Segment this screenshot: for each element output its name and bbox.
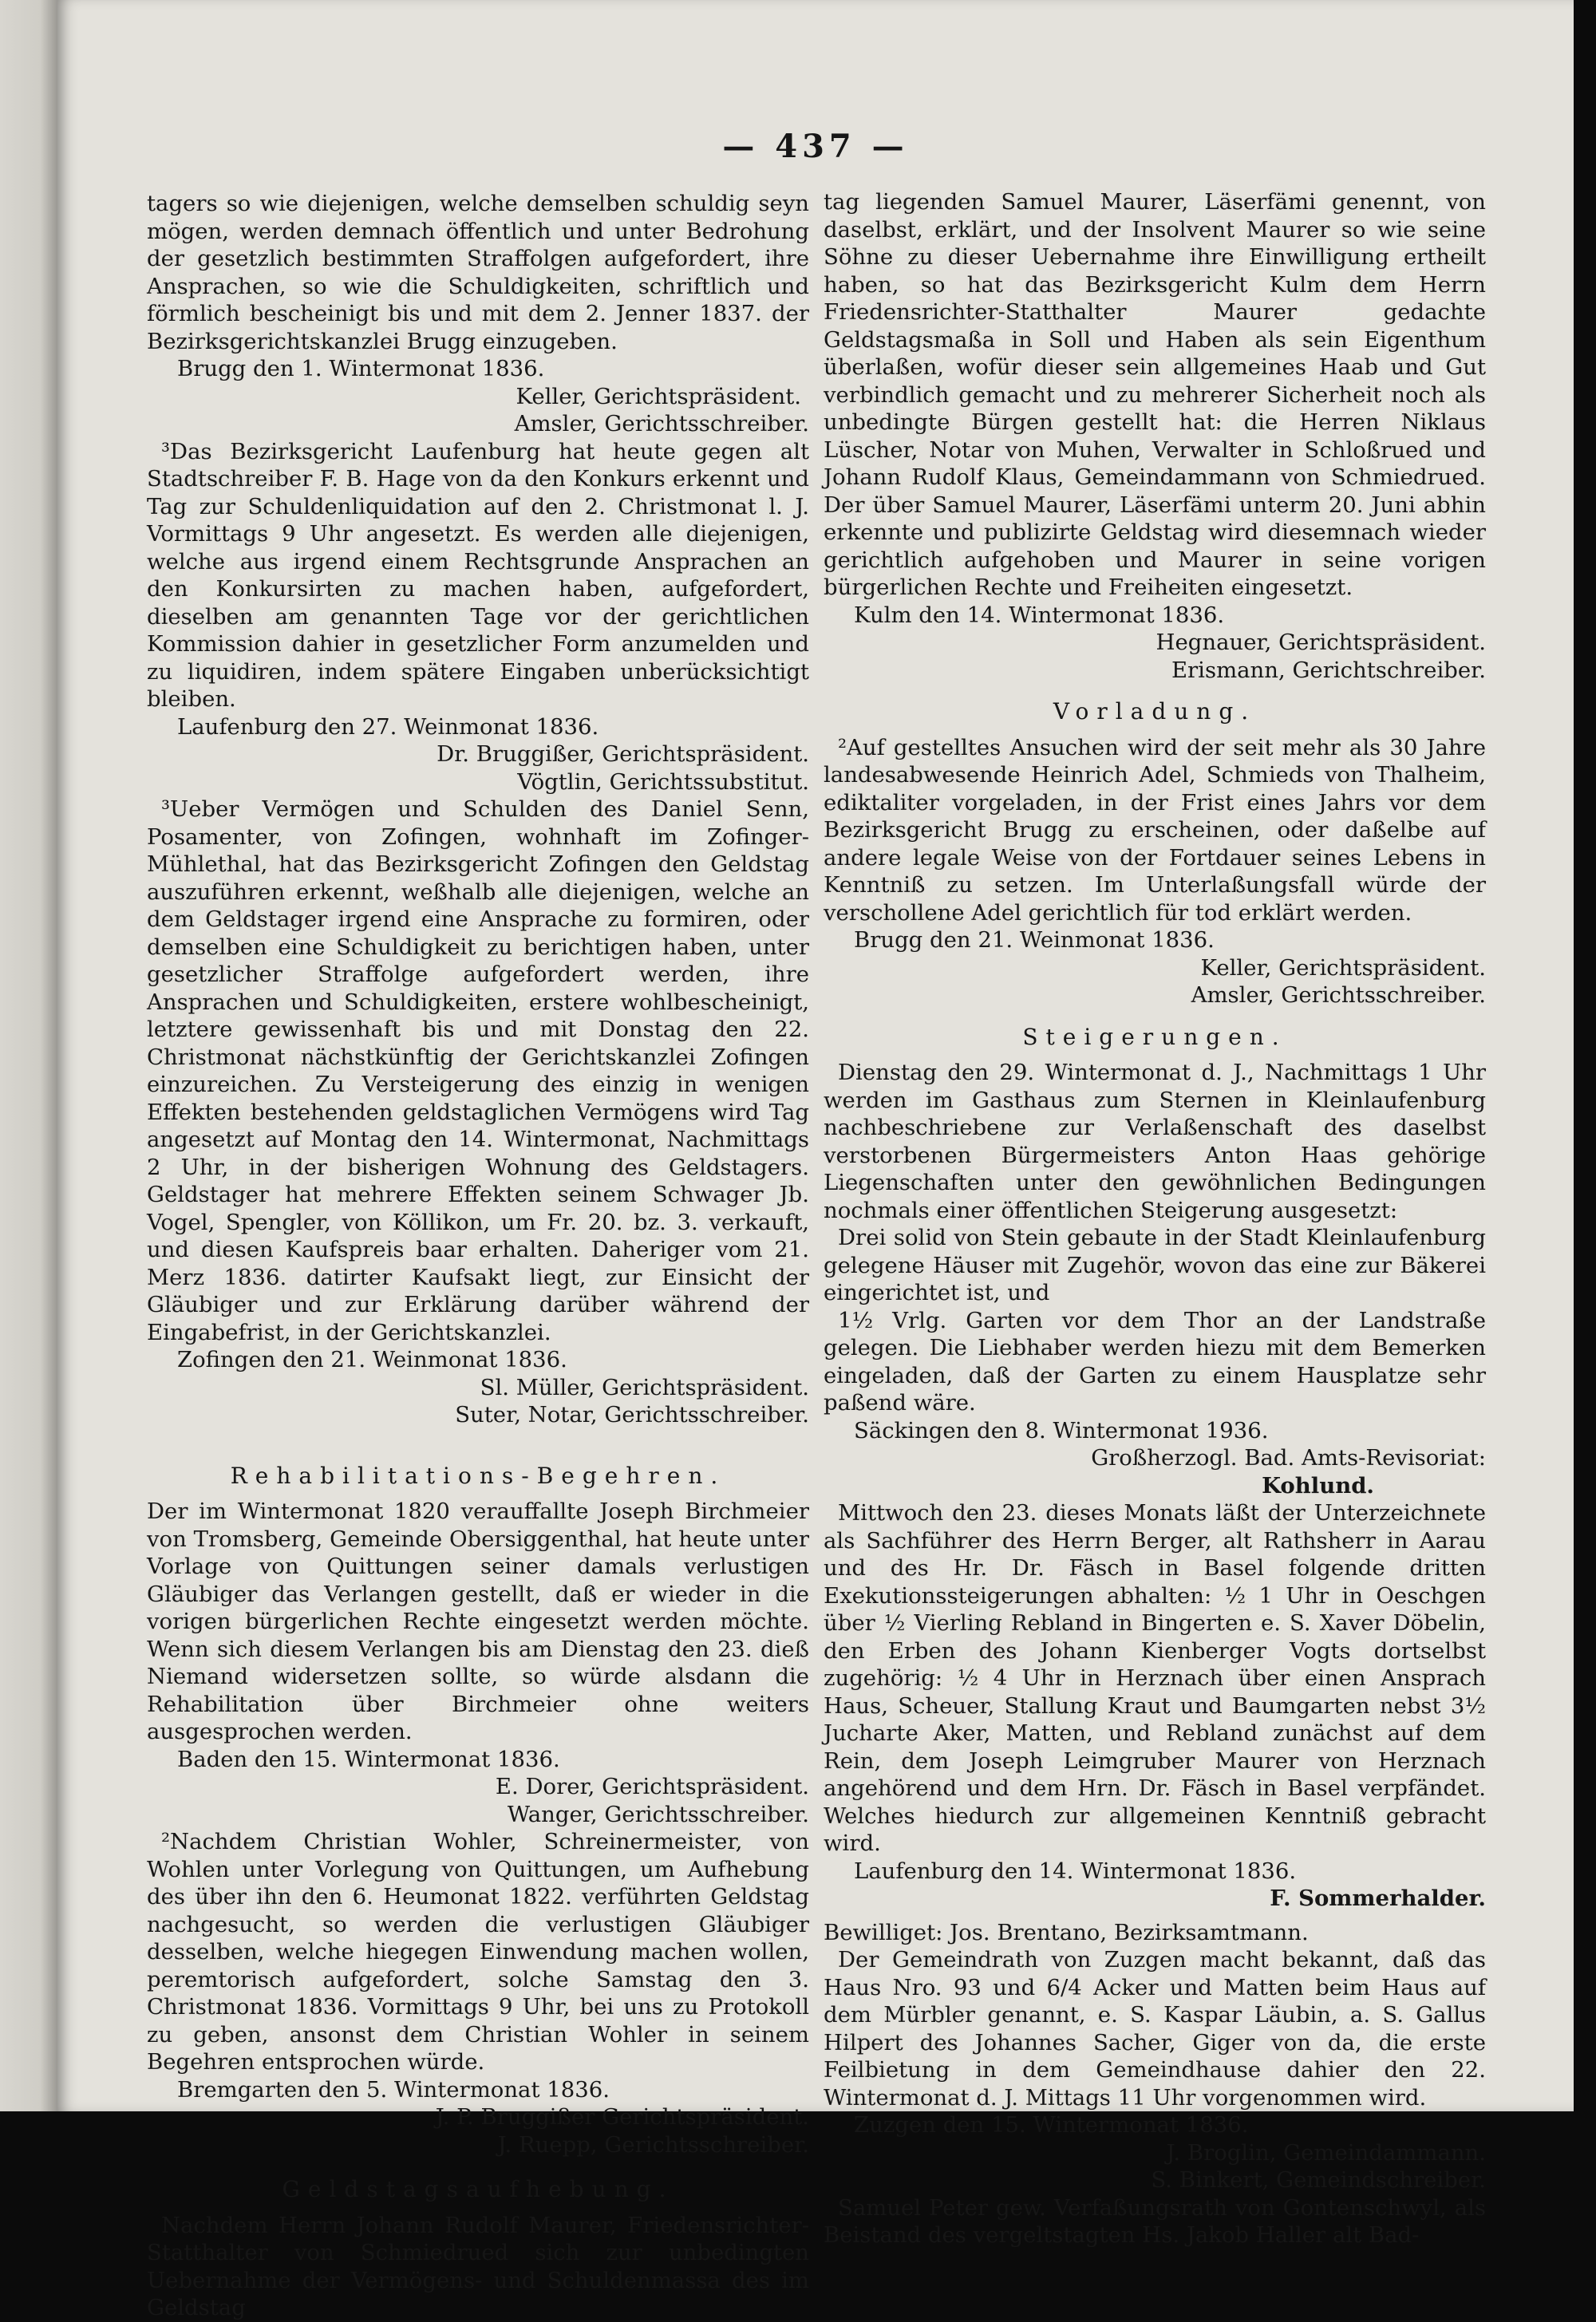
signature: Vögtlin, Gerichtssubstitut. [517, 768, 809, 795]
signature: Suter, Notar, Gerichtsschreiber. [455, 1402, 809, 1428]
place-date: Zofingen den 21. Weinmonat 1836. [177, 1347, 567, 1372]
approval-line: Bewilliget: Jos. Brentano, Bezirksamtmann. [824, 1919, 1309, 1945]
place-date: Laufenburg den 27. Weinmonat 1836. [177, 713, 599, 740]
signature: Erismann, Gerichtschreiber. [1171, 657, 1486, 683]
notice-text: tag liegenden Samuel Maurer, Läserfämi genennt, von daselbst, erklärt, und der Insolvent Maurer so wie seine Söhne zu dieser Uebernahme ihre Einwilligung ertheilt haben, so hat das Bezirksgericht Kulm dem Herrn Friedensrichter-Statthalter Maurer gedachte Geldstagsmaßa in Soll und Haben als sein Eigenthum überlaßen, wofür dieser sein allgemeines Haab und Gut verbindlich gemacht und zu mehrerer Sicherheit noch als unbedingte Bürgen gestellt hat: die Herren Niklaus Lüscher, Notar von Muhen, Verwalter in Schloßrued und Johann Rudolf Klaus, Gemeindammann von Schmiedrued. Der über Samuel Maurer, Läserfämi unterm 20. Juni abhin erkennte und publizirte Geldstag wird diesemnach wieder gerichtlich aufgehoben und Maurer in seine vorigen bürgerlichen Rechte und Freiheiten eingesetzt. [824, 189, 1486, 600]
section-heading: Rehabilitations-Begehren. [230, 1462, 726, 1489]
notice-text: ³Das Bezirksgericht Laufenburg hat heute gegen alt Stadtschreiber F. B. Hage von da den Konkurs erkennt und Tag zur Schuldenliquidation auf den 2. Christmonat l. J. Vormittags 9 Uhr angesetzt. Es werden alle diejenigen, welche aus irgend einem Rechtsgrunde Ansprachen an den Konkursirten zu machen haben, aufgefordert, dieselben am genannten Tage vor der gerichtlichen Kommission dahier in gesetzlicher Form anzumelden und zu liquidiren, indem spätere Eingaben unberücksichtigt bleiben. [147, 438, 809, 712]
signature: Wanger, Gerichtsschreiber. [507, 1801, 809, 1827]
newspaper-page [57, 0, 1574, 2320]
place-date: Bremgarten den 5. Wintermonat 1836. [177, 2076, 610, 2103]
page-number: — 437 — [722, 128, 909, 165]
signature: J. Ruepp, Gerichtsschreiber. [497, 2131, 809, 2158]
left-column [147, 190, 809, 2322]
notice-text: Dienstag den 29. Wintermonat d. J., Nachmittags 1 Uhr werden im Gasthaus zum Sternen in Kleinlaufenburg nachbeschriebene zur Verlaßenschaft des daselbst verstorbenen Bürgermeisters Anton Haas gehörige Liegenschaften unter den gewöhnlichen Bedingungen nochmals einer öffentlichen Steigerung ausgesetzt: [824, 1060, 1486, 1223]
scan-background-edge [1574, 0, 1596, 2111]
place-date: Laufenburg den 14. Wintermonat 1836. [854, 1858, 1297, 1884]
notice-text: tagers so wie diejenigen, welche demselben schuldig seyn mögen, werden demnach öffentlich und unter Bedrohung der gesetzlich bestimmten Straffolgen aufgefordert, ihre Ansprachen, so wie die Schuldigkeiten, schriftlich und förmlich bescheinigt bis und mit dem 2. Jenner 1837. der Bezirksgerichtskanzlei Brugg einzugeben. [147, 191, 809, 354]
list-item: 1½ Vrlg. Garten vor dem Thor an der Landstraße gelegen. Die Liebhaber werden hiezu mit dem Bemerken eingeladen, daß der Garten zu einem Hausplatze sehr paßend wäre. [824, 1307, 1486, 1416]
signature: Amsler, Gerichtsschreiber. [1191, 982, 1486, 1008]
signature: F. Sommerhalder. [1270, 1886, 1486, 1911]
list-item: Drei solid von Stein gebaute in der Stadt Kleinlaufenburg gelegene Häuser mit Zugehör, wovon das eine zur Bäkerei eingerichtet ist, und [824, 1225, 1486, 1305]
place-date: Säckingen den 8. Wintermonat 1936. [854, 1417, 1269, 1443]
notice-text: Samuel Peter gew. Verfaßungsrath von Gontenschwyl, als Beistand des vergeltstagten Hs. Jakob Haller alt Bad- [824, 2194, 1486, 2248]
section-gap [147, 1429, 809, 1451]
section-heading: Vorladung. [1053, 698, 1257, 725]
signature: S. Binkert, Gemeindschreiber. [1151, 2167, 1486, 2193]
signature: J. Broglin, Gemeindammann. [1166, 2139, 1486, 2166]
signature: Kohlund. [1262, 1472, 1374, 1499]
signature: E. Dorer, Gerichtspräsident. [495, 1774, 809, 1799]
place-date: Baden den 15. Wintermonat 1836. [177, 1746, 560, 1772]
notice-text: Der Gemeindrath von Zuzgen macht bekannt, daß das Haus Nro. 93 und 6/4 Acker und Matten beim Haus auf dem Mürbler genannt, e. S. Kaspar Läubin, a. S. Gallus Hilpert des Johannes Sacher, Giger von da, die erste Feilbietung in dem Gemeindhause dahier den 22. Wintermonat d. J. Mittags 11 Uhr vorgenommen wird. [824, 1947, 1486, 2111]
notice-text: Mittwoch den 23. dieses Monats läßt der Unterzeichnete als Sachführer des Herrn Berger, alt Rathsherr in Aarau und des Hr. Dr. Fäsch in Basel folgende dritten Exekutionssteigerungen abhalten: ½ 1 Uhr in Oeschgen über ½ Vierling Rebland in Bingerten e. S. Xaver Döbelin, den Erben des Johann Kienberger Vogts dortselbst zugehörig: ½ 4 Uhr in Herznach über einen Ansprach Haus, Scheuer, Stallung Kraut und Baumgarten nebst 3½ Jucharte Aker, Matten, und Rebland zunächst auf dem Rein, dem Joseph Leimgruber Maurer von Herznach angehörend und dem Hrn. Dr. Fäsch in Basel verpfändet. Welches hiedurch zur allgemeinen Kenntniß gebracht wird. [824, 1500, 1486, 1856]
signature: Großherzogl. Bad. Amts-Revisoriat: [1091, 1445, 1486, 1471]
right-column [824, 188, 1486, 2249]
signature: Hegnauer, Gerichtspräsident. [1156, 630, 1486, 655]
notice-text: ²Nachdem Christian Wohler, Schreinermeister, von Wohlen unter Vorlegung von Quittungen, um Aufhebung des über ihn den 6. Heumonat 1822. verführten Geldstag nachgesucht, so werden die verlustigen Gläubiger desselben, welche hiegegen Einwendung machen wollen, peremtorisch aufgefordert, solche Samstag den 3. Christmonat 1836. Vormittags 9 Uhr, bei uns zu Protokoll zu geben, ansonst dem Christian Wohler in seinem Begehren entsprochen würde. [147, 1829, 809, 2075]
signature: Amsler, Gerichtsschreiber. [514, 411, 809, 436]
notice-text: ³Ueber Vermögen und Schulden des Daniel Senn, Posamenter, von Zofingen, wohnhaft im Zofinger-Mühlethal, hat das Bezirksgericht Zofingen den Geldstag auszuführen erkennt, weßhalb alle diejenigen, welche an dem Geldstager irgend eine Ansprache zu formiren, oder demselben eine Schuldigkeit zu berichtigen haben, unter gesetzlicher Straffolge aufgefordert werden, ihre Ansprachen und Schuldigkeiten, erstere wohlbescheinigt, letztere gewissenhaft bis und mit Donstag den 22. Christmonat nächstkünftig der Gerichtskanzlei Zofingen einzureichen. Zu Versteigerung des einzig in wenigen Effekten bestehenden geldstaglichen Vermögens wird Tag angesetzt auf Montag den 14. Wintermonat, Nachmittags 2 Uhr, in der bisherigen Wohnung des Geldstagers. Geldstager hat mehrere Effekten seinem Schwager Jb. Vogel, Spengler, von Köllikon, um Fr. 20. bz. 3. verkauft, und diesen Kaufspreis baar erhalten. Daheriger vom 21. Merz 1836. datirter Kaufsakt liegt, zur Einsicht der Gläubiger und zur Erklärung darüber während der Eingabefrist, in der Gerichtskanzlei. [147, 796, 809, 1345]
notice-text: Der im Wintermonat 1820 verauffallte Joseph Birchmeier von Tromsberg, Gemeinde Obersiggenthal, hat heute unter Vorlage von Quittungen seiner damals verlustigen Gläubiger das Verlangen gestellt, daß er wieder in die vorigen bürgerlichen Rechte eingesetzt werden möchte. Wenn sich diesem Verlangen bis am Dienstag den 23. dieß Niemand widersetzen sollte, so würde alsdann die Rehabilitation über Birchmeier ohne weiters ausgesprochen werden. [147, 1499, 809, 1744]
signature: Keller, Gerichtspräsident. [516, 383, 801, 409]
signature: Keller, Gerichtspräsident. [1200, 954, 1486, 981]
place-date: Kulm den 14. Wintermonat 1836. [854, 602, 1225, 628]
signature: Sl. Müller, Gerichtspräsident. [480, 1374, 809, 1400]
signature: Dr. Bruggißer, Gerichtspräsident. [437, 741, 809, 767]
place-date: Brugg den 21. Weinmonat 1836. [854, 927, 1215, 953]
signature: J. P. Bruggißer Gerichtspräsident. [435, 2104, 809, 2130]
section-heading: Geldstagsaufhebung. [282, 2176, 674, 2202]
section-heading: Steigerungen. [1022, 1023, 1287, 1050]
notice-text: ²Auf gestelltes Ansuchen wird der seit mehr als 30 Jahre landesabwesende Heinrich Adel, Schmieds von Thalheim, ediktaliter vorgeladen, in der Frist eines Jahrs vor dem Bezirksgericht Brugg zu erscheinen, oder daßelbe auf andere legale Weise von der Fortdauer seines Lebens in Kenntniß zu setzen. Im Unterlaßungsfall würde der verschollene Adel gerichtlich für tod erklärt werden. [824, 734, 1486, 926]
place-date: Zuzgen den 15. Wintermonat 1836. [854, 2112, 1249, 2138]
notice-text: Nachdem Herrn Johann Rudolf Maurer, Friedensrichter-Statthalter von Schmiedrued sich zur unbedingten Uebernahme der Vermögens- und Schuldenmassa des im Geldstag [147, 2212, 809, 2320]
previous-page-edge [0, 0, 57, 2111]
place-date: Brugg den 1. Wintermonat 1836. [177, 356, 545, 381]
